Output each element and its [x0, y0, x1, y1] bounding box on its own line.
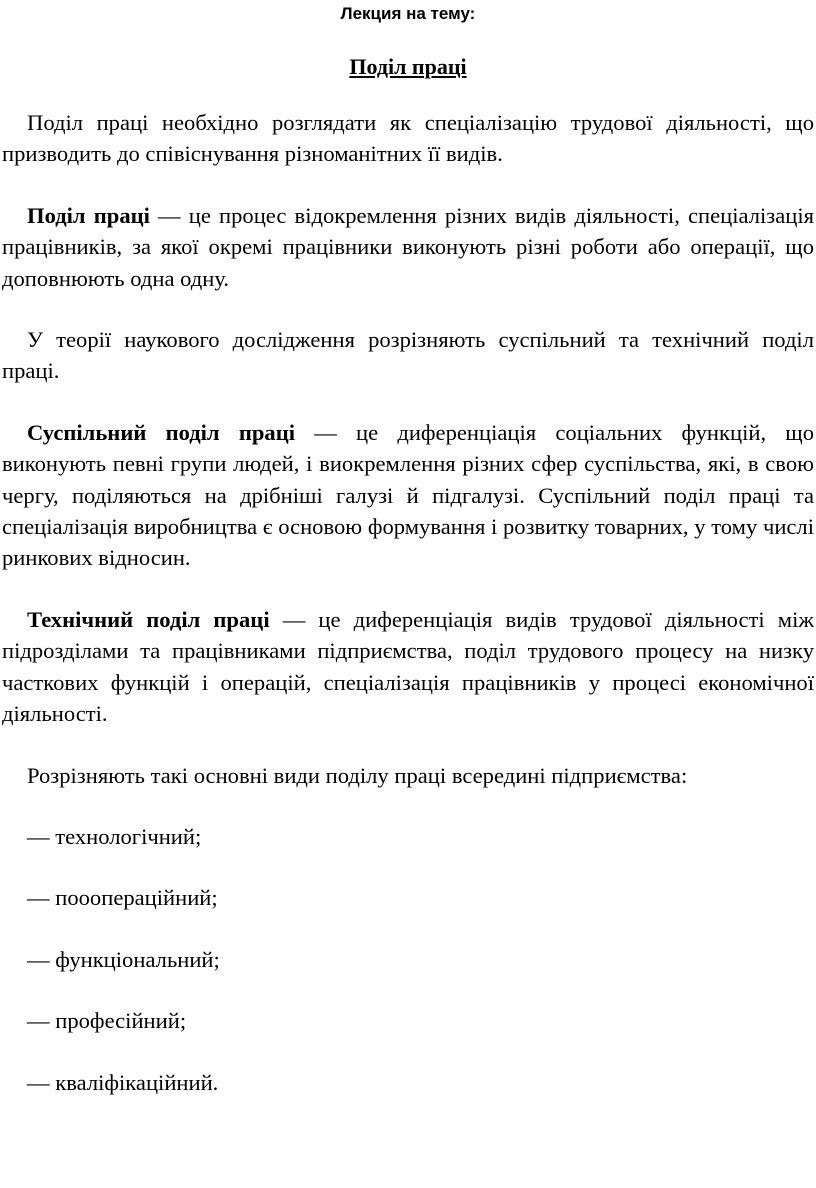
list-item: — кваліфікаційний.	[27, 1069, 219, 1095]
page-title: Поділ праці	[349, 54, 467, 79]
list-item: — функціональний;	[27, 946, 220, 972]
term-technical-division: Технічний поділ праці	[27, 606, 270, 632]
paragraph-types-intro: Розрізняють такі основні види поділу праці всередині підприємства:	[27, 762, 688, 788]
list-item: — професійний;	[27, 1008, 187, 1034]
term-social-division: Суспільний поділ праці	[27, 419, 295, 445]
document-body	[2, 107, 814, 1128]
paragraph-definition	[2, 200, 814, 294]
paragraph-social-division	[2, 417, 814, 574]
paragraph-technical-division	[2, 604, 814, 730]
social-division-text: — це диференціація соціальних функцій, що виконують певні групи людей, і виокремлення різних сфер суспільства, які, в свою чергу, поділяються на дрібніші галузі й підгалузі. Суспільний поділ праці та спеціалізація виробництва є основою формування і розвитку товарних, у тому числі ринкових відносин.	[2, 419, 815, 571]
term-labor-division: Поділ праці	[27, 202, 150, 228]
list-item: — пооопераційний;	[27, 885, 218, 911]
definition-text: — це процес відокремлення різних видів діяльності, спеціалізація працівників, за якої окремі працівники виконують різні роботи або операції, що доповнюють одна одну.	[2, 202, 814, 291]
paragraph-theory: У теорії наукового дослідження розрізняють суспільний та технічний поділ праці.	[2, 327, 814, 384]
list-item: — технологічний;	[27, 823, 202, 849]
technical-division-text: — це диференціація видів трудової діяльності між підрозділами та працівниками підприємства, поділ трудового процесу на низку часткових функцій і операцій, спеціалізація працівників у процесі економічної діяльності.	[2, 606, 814, 727]
lecture-header: Лекция на тему:	[340, 4, 476, 23]
paragraph-intro: Поділ праці необхідно розглядати як спеціалізацію трудової діяльності, що призводить до співіснування різноманітних її видів.	[2, 110, 814, 167]
